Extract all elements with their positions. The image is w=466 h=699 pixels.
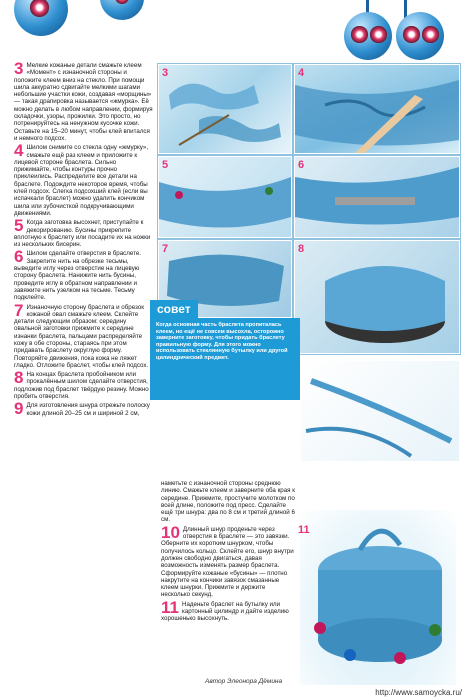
finished-bracelet-image [300, 510, 456, 685]
photo-step-11: 11 [300, 510, 456, 685]
sewing-beads-image [295, 157, 459, 237]
bead-image [100, 0, 144, 20]
author-credit: Автор Элеонора Дёмина [205, 678, 283, 685]
advice-title: совет [150, 300, 198, 318]
step-10: 10 Длинный шнур проденьте через отверстия в браслете — это завязки. Оберните их коротким шнурком, чтобы получилось кольцо. Склейте его, шнур внутри должен свободно двигаться, давая возможность изменять размер браслета. Сформируйте кожаные «бусины» — плотно накрутите на кончики завязок смазанные клеем шнурки. Прижмите и держите несколько секунд. [161, 522, 294, 599]
step-5: 5 Когда заготовка высохнет, приступайте к декорированию. Бусины прикрепите вплотную к браслету или посадите их на ножки из нескольких бисерин. [14, 216, 151, 249]
bead-image [344, 12, 392, 60]
photo-step-8: 8 [294, 240, 460, 354]
leather-pieces-image [159, 65, 291, 153]
bead-image [14, 0, 68, 36]
applying-detail-image [295, 65, 459, 153]
site-watermark: http://www.samoycka.ru/ [375, 688, 462, 697]
step-11: 11 Наденьте браслет на бутылку или картонный цилиндр и дайте изделию хорошенько высохнуть. [161, 597, 289, 623]
photo-step-3: 3 [158, 64, 292, 154]
photo-step-6: 6 [294, 156, 460, 238]
step-9: 9 Для изготовления шнура отрежьте полоску кожи длиной 20–25 см и шириной 2 см, [14, 399, 150, 419]
advice-box [150, 318, 300, 400]
photo-cord [300, 360, 460, 462]
top-bead-decoration [0, 0, 466, 62]
photo-step-4: 4 [294, 64, 460, 154]
leather-cord-image [301, 361, 459, 461]
instructions-column-middle [161, 480, 296, 625]
bracelet-on-cylinder-image [295, 241, 459, 353]
step-6: 6 Шилом сделайте отверстия в браслете. Закрепите нить на обрезке тесьмы, выведите иглу через отверстие на лицевую сторону браслета. Нанижите нить бусины, проведите иглу в обратном направлении и завяжите нить узелком на тесьме. Тесьму подклейте. [14, 247, 142, 302]
bracelet-beads-image [159, 157, 291, 237]
step-7: 7 Изнаночную сторону браслета и обрезок кожаной овал смажьте клеем. Склейте детали следующим образом: середину овальной заготовки прижмите к середине изнанки браслета, пальцами распределяйте кожу в обе стороны, стараясь при этом придавать браслету округлую форму. Повторяйте движения, пока кожа не ляжет гладко. Отложите браслет, чтобы клей подсох. [14, 300, 149, 369]
step-3: 3 Мелкие кожаные детали смажьте клеем «Момент» с изнаночной стороны и положите клеем вниз на стекло. При помощи шила аккуратно сдвигайте мелкими шагами небольшие участки кожи, создавая «морщины» — такая драпировка называется «жмурка». Её можно делать в любом направлении, формируя складочки, узоры, прожилки. Это просто, но потренируйтесь на ненужном кусочке кожи. Оставьте на 15–20 минут, чтобы клей впитался и немного подсох. [14, 59, 153, 142]
photo-step-7: 7 [158, 240, 292, 318]
step-9-continued: наметьте с изнаночной стороны среднюю линию. Смажьте клеем и заверните оба края к середине. Прижмите, простучите молотком по всей длине, положите под пресс. Сделайте ещё три шнура: два по 8 см и третий длиной 6 см. [161, 480, 295, 524]
instructions-column-left [14, 59, 154, 419]
photo-step-5: 5 [158, 156, 292, 238]
advice-text: Когда основная часть браслета пропиталась клеем, но ещё не совсем высохла, осторожно заверните заготовку, чтобы придать браслету правильную форму. Для этого можно использовать стеклянную бутылку или другой цилиндрический предмет. [156, 322, 288, 361]
bead-image [396, 12, 444, 60]
step-8: 8 На концах браслета пробойником или прокалённым шилом сделайте отверстия, подложив под браслет твёрдую резину. Можно пробить отверстия. [14, 368, 149, 401]
step-4: 4 Шилом снимите со стекла одну «жмурку», смажьте ещё раз клеем и приложите к лицевой стороне браслета. Сильно прижимайте, чтобы контуры прочно приклеились. Распределите все детали на браслете. Подождите некоторое время, чтобы клей подсох. Слегка подсохший клей (если вы испачкали браслет) можно удалить кончиком шила или зубочисткой подкручивающими движениями. [14, 141, 149, 217]
